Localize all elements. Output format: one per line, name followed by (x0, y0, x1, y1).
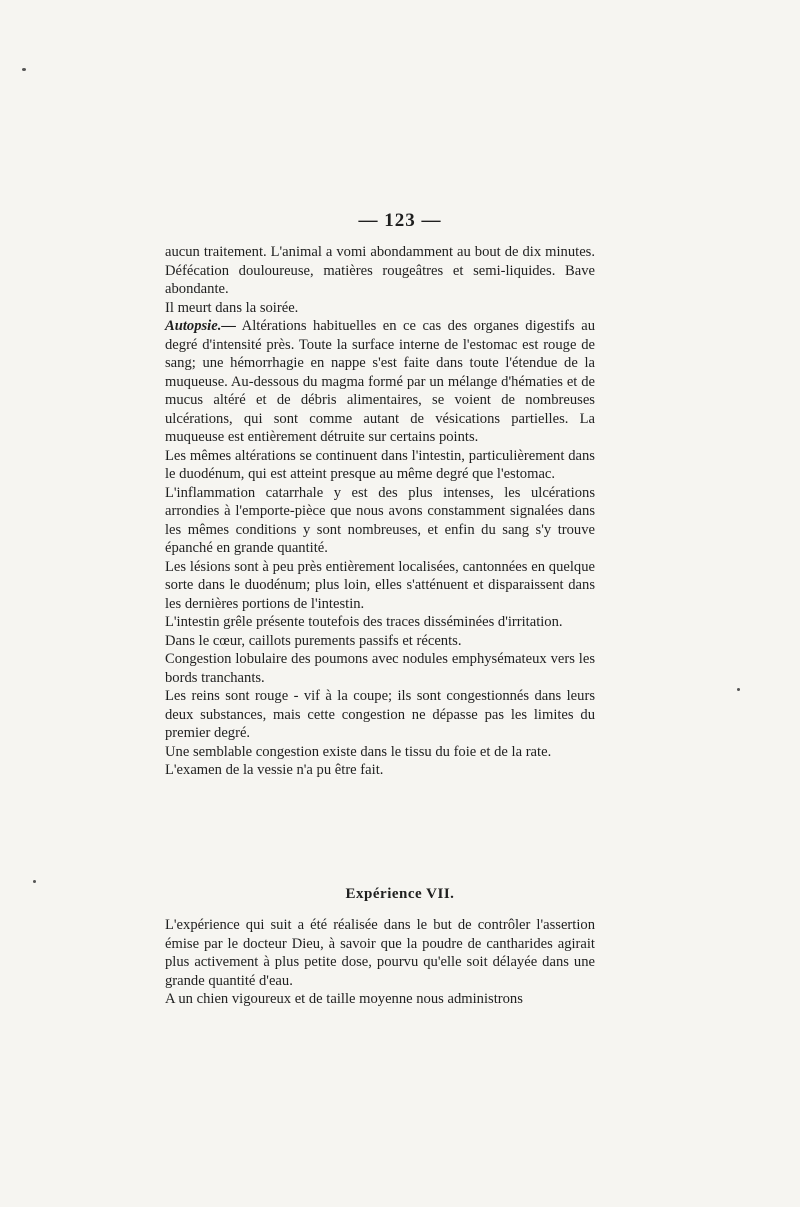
scan-speck (33, 880, 36, 883)
paragraph: Il meurt dans la soirée. (165, 299, 299, 316)
paragraph: Congestion lobulaire des poumons avec nodules emphysémateux vers les bords tranchants. (165, 651, 595, 686)
autopsie-text: Altérations habituelles en ce cas des organes digestifs au degré d'intensité près. Toute la surface interne de l'estomac est rouge de sang; une hémorrhagie en nappe s'est faite dans toute l'étendue de la muqueuse. Au-dessous du magma formé par un mélange d'hématies et de mucus altéré et de débris alimentaires, se voient de nombreuses ulcérations, qui sont comme autant de vésications partielles. La muqueuse est entièrement détruite sur certains points. (165, 318, 596, 445)
paragraph: Dans le cœur, caillots purements passifs et récents. (165, 632, 462, 649)
body-text-section-2 (165, 916, 595, 1009)
paragraph: Une semblable congestion existe dans le tissu du foie et de la rate. (165, 743, 552, 760)
paragraph: aucun traitement. L'animal a vomi abondamment au bout de dix minutes. Défécation douloureuse, matières rougeâtres et semi-liquides. Bave abondante. (165, 244, 595, 297)
autopsie-label: Autopsie.— (165, 318, 236, 334)
scan-speck (22, 68, 26, 71)
paragraph: Les mêmes altérations se continuent dans l'intestin, particulièrement dans le duodénum, qui est atteint presque au même degré que l'estomac. (165, 447, 595, 482)
scan-speck (737, 688, 740, 691)
paragraph: L'expérience qui suit a été réalisée dans le but de contrôler l'assertion émise par le docteur Dieu, à savoir que la poudre de cantharides agirait plus activement à plus petite dose, pourvu qu'elle soit délayée dans une grande quantité d'eau. (165, 917, 595, 989)
paragraph: L'examen de la vessie n'a pu être fait. (165, 762, 384, 778)
paragraph: A un chien vigoureux et de taille moyenne nous administrons (165, 991, 523, 1007)
paragraph: Les lésions sont à peu près entièrement localisées, cantonnées en quelque sorte dans le duodénum; plus loin, elles s'atténuent et disparaissent dans les dernières portions de l'intestin. (165, 558, 595, 612)
paragraph: L'intestin grêle présente toutefois des traces disséminées d'irritation. (165, 614, 563, 630)
paragraph: L'inflammation catarrhale y est des plus intenses, les ulcérations arrondies à l'emporte-pièce que nous avons constamment signalées dans les mêmes conditions y sont nombreuses, et enfin du sang s'y trouve épanché en grande quantité. (165, 484, 595, 556)
paragraph-autopsie (165, 317, 595, 447)
paragraph: Les reins sont rouge - vif à la coupe; ils sont congestionnés dans leurs deux substances, mais cette congestion ne dépasse pas les limites du premier degré. (165, 688, 595, 741)
page-number: — 123 — (358, 210, 442, 231)
section-title: Expérience VII. (345, 886, 455, 902)
body-text-section-1 (165, 243, 595, 780)
